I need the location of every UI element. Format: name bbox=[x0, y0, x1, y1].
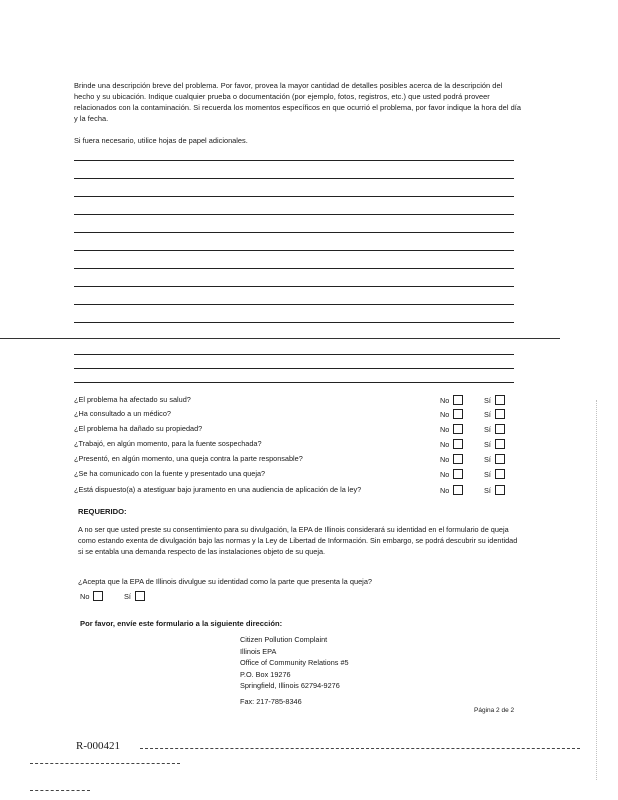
description-line[interactable] bbox=[74, 304, 514, 305]
si-label: Sí bbox=[124, 592, 131, 601]
question-row bbox=[74, 485, 594, 497]
mailing-address bbox=[240, 634, 349, 692]
no-label: No bbox=[440, 425, 450, 434]
no-checkbox[interactable] bbox=[453, 395, 463, 405]
scan-dash-line bbox=[30, 790, 90, 791]
no-label: No bbox=[440, 410, 450, 419]
si-checkbox[interactable] bbox=[495, 454, 505, 464]
no-label: No bbox=[440, 455, 450, 464]
description-line[interactable] bbox=[74, 232, 514, 233]
description-line[interactable] bbox=[74, 354, 514, 355]
si-label: Sí bbox=[484, 410, 491, 419]
no-checkbox[interactable] bbox=[453, 469, 463, 479]
required-paragraph: A no ser que usted preste su consentimiento para su divulgación, la EPA de Illinois considerará su identidad en el formulario de queja como estando exenta de divulgación bajo las normas y la Ley de Libertad de Información. Sin embargo, se podrá descubrir su identidad si se entabla una demanda respecto de las instalaciones objeto de su queja. bbox=[78, 525, 518, 556]
scan-dash-line bbox=[140, 748, 580, 749]
intro-paragraph: Brinde una descripción breve del problema. Por favor, provea la mayor cantidad de detalles posibles acerca de la descripción del hecho y su ubicación. Indique cualquier prueba o documentación (por ejemplo, fotos, registros, etc.) que usted podrá proveer relacionados con la contaminación. Si recuerda los momentos específicos en que ocurrió el problema, por favor indique la hora del día y la fecha. bbox=[74, 81, 522, 123]
question-row bbox=[74, 395, 594, 407]
no-label: No bbox=[440, 486, 450, 495]
consent-question: ¿Acepta que la EPA de Illinois divulgue su identidad como la parte que presenta la queja? bbox=[78, 577, 373, 586]
si-label: Sí bbox=[484, 396, 491, 405]
required-heading: REQUERIDO: bbox=[78, 507, 127, 516]
no-label: No bbox=[440, 470, 450, 479]
page-number: Página 2 de 2 bbox=[474, 707, 515, 714]
no-label: No bbox=[440, 440, 450, 449]
si-checkbox[interactable] bbox=[495, 424, 505, 434]
address-line: P.O. Box 19276 bbox=[240, 669, 291, 679]
no-checkbox[interactable] bbox=[453, 454, 463, 464]
no-checkbox[interactable] bbox=[453, 439, 463, 449]
question-row bbox=[74, 454, 594, 466]
scan-artifact-line bbox=[0, 338, 560, 339]
question-text: ¿El problema ha afectado su salud? bbox=[74, 395, 191, 404]
consent-no-option bbox=[80, 591, 103, 601]
si-checkbox[interactable] bbox=[495, 469, 505, 479]
description-line[interactable] bbox=[74, 322, 514, 323]
no-label: No bbox=[440, 396, 450, 405]
address-line: Illinois EPA bbox=[240, 646, 277, 656]
description-line[interactable] bbox=[74, 382, 514, 383]
question-text: ¿Presentó, en algún momento, una queja contra la parte responsable? bbox=[74, 454, 303, 463]
address-line: Springfield, Illinois 62794-9276 bbox=[240, 681, 340, 690]
question-row bbox=[74, 469, 594, 481]
si-label: Sí bbox=[484, 425, 491, 434]
question-row bbox=[74, 439, 594, 451]
question-row bbox=[74, 424, 594, 436]
description-line[interactable] bbox=[74, 368, 514, 369]
no-checkbox[interactable] bbox=[453, 424, 463, 434]
si-label: Sí bbox=[484, 486, 491, 495]
si-checkbox[interactable] bbox=[495, 439, 505, 449]
scan-edge-noise bbox=[596, 400, 611, 780]
address-line: Citizen Pollution Complaint bbox=[240, 635, 328, 644]
question-text: ¿Trabajó, en algún momento, para la fuente sospechada? bbox=[74, 439, 262, 448]
scan-dash-line bbox=[30, 763, 180, 764]
question-row bbox=[74, 409, 594, 421]
question-text: ¿Está dispuesto(a) a atestiguar bajo juramento en una audiencia de aplicación de la ley? bbox=[74, 485, 362, 494]
description-line[interactable] bbox=[74, 160, 514, 161]
fax-number: Fax: 217-785-8346 bbox=[240, 697, 302, 706]
consent-si-option bbox=[124, 591, 145, 601]
additional-sheets-note: Si fuera necesario, utilice hojas de papel adicionales. bbox=[74, 136, 248, 145]
description-line[interactable] bbox=[74, 268, 514, 269]
description-line[interactable] bbox=[74, 214, 514, 215]
question-text: ¿Se ha comunicado con la fuente y presentado una queja? bbox=[74, 469, 266, 478]
address-line: Office of Community Relations #5 bbox=[240, 658, 349, 667]
si-checkbox[interactable] bbox=[495, 395, 505, 405]
si-label: Sí bbox=[484, 470, 491, 479]
description-line[interactable] bbox=[74, 286, 514, 287]
send-instruction: Por favor, envíe este formulario a la siguiente dirección: bbox=[80, 619, 283, 628]
si-label: Sí bbox=[484, 455, 491, 464]
description-line[interactable] bbox=[74, 196, 514, 197]
question-text: ¿Ha consultado a un médico? bbox=[74, 409, 171, 418]
si-checkbox[interactable] bbox=[495, 409, 505, 419]
no-checkbox[interactable] bbox=[453, 485, 463, 495]
si-label: Sí bbox=[484, 440, 491, 449]
si-checkbox[interactable] bbox=[495, 485, 505, 495]
no-label: No bbox=[80, 592, 90, 601]
description-line[interactable] bbox=[74, 178, 514, 179]
consent-no-checkbox[interactable] bbox=[93, 591, 103, 601]
question-text: ¿El problema ha dañado su propiedad? bbox=[74, 424, 203, 433]
consent-si-checkbox[interactable] bbox=[135, 591, 145, 601]
bates-number: R-000421 bbox=[76, 740, 120, 752]
description-line[interactable] bbox=[74, 250, 514, 251]
no-checkbox[interactable] bbox=[453, 409, 463, 419]
